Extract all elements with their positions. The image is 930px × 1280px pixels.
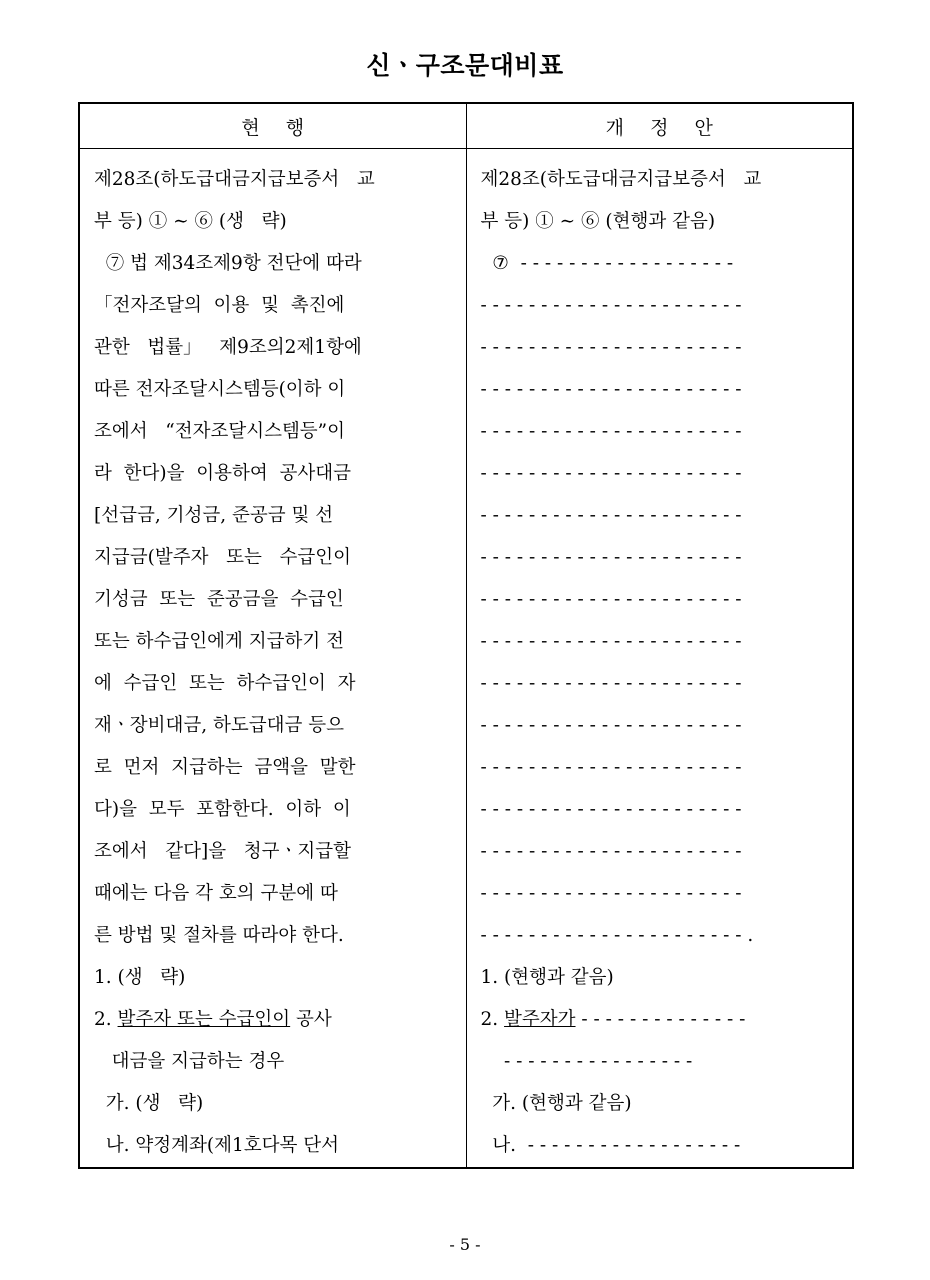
- text-line: 조에서 같다]을 청구ㆍ지급할: [94, 841, 351, 862]
- text-line: 다)을 모두 포함한다. 이하 이: [94, 799, 351, 820]
- text-line: 가. (현행과 같음): [480, 1093, 632, 1114]
- revised-provision-text: [481, 159, 839, 1167]
- page-number: - 5 -: [449, 1235, 481, 1254]
- text-line: - - - - - - - - - - - - - - - - - - - - - -: [480, 337, 742, 358]
- text-line: 제28조(하도급대금지급보증서 교: [480, 169, 762, 190]
- text-line: 2. 발주자가 - - - - - - - - - - - - - -: [480, 1009, 746, 1030]
- comparison-table: [78, 102, 854, 1169]
- text-line: - - - - - - - - - - - - - - - - - - - - - -: [480, 757, 742, 778]
- text-line: 재ㆍ장비대금, 하도급대금 등으: [94, 715, 344, 736]
- text-line: 나. 약정계좌(제1호다목 단서: [94, 1135, 339, 1156]
- text-line: 나. - - - - - - - - - - - - - - - - - -: [480, 1135, 741, 1156]
- underlined-amendment-text: 발주자 또는 수급인이: [117, 1009, 291, 1030]
- text-line: - - - - - - - - - - - - - - - - - - - - - -: [480, 799, 742, 820]
- text-line: ⑦ - - - - - - - - - - - - - - - - - -: [480, 253, 734, 274]
- text-line: - - - - - - - - - - - - - - - - - - - - - -: [480, 463, 742, 484]
- text-line: - - - - - - - - - - - - - - - -: [480, 1051, 693, 1072]
- text-line: 른 방법 및 절차를 따라야 한다.: [94, 925, 344, 946]
- text-line: - - - - - - - - - - - - - - - - - - - - - -: [480, 715, 742, 736]
- text-line: 2. 발주자 또는 수급인이 공사: [94, 1009, 332, 1030]
- text-line: 부 등) ① ∼ ⑥ (생 략): [94, 211, 287, 232]
- text-line: - - - - - - - - - - - - - - - - - - - - - -: [480, 547, 742, 568]
- text-line: - - - - - - - - - - - - - - - - - - - - - -: [480, 589, 742, 610]
- text-line: - - - - - - - - - - - - - - - - - - - - - -: [480, 295, 742, 316]
- text-line: - - - - - - - - - - - - - - - - - - - - - - .: [480, 925, 754, 946]
- text-line: 관한 법률」 제9조의2제1항에: [94, 337, 362, 358]
- text-line: 대금을 지급하는 경우: [94, 1051, 285, 1072]
- cell-revised-text: [466, 149, 853, 1169]
- current-provision-text: [94, 159, 452, 1167]
- text-line: 또는 하수급인에게 지급하기 전: [94, 631, 344, 652]
- table-header-row: [79, 103, 853, 149]
- text-line: - - - - - - - - - - - - - - - - - - - - - -: [480, 673, 742, 694]
- text-line: 조에서 “전자조달시스템등”이: [94, 421, 346, 442]
- text-line: 때에는 다음 각 호의 구분에 따: [94, 883, 338, 904]
- text-line: 기성금 또는 준공금을 수급인: [94, 589, 344, 610]
- text-line: [선급금, 기성금, 준공금 및 선: [94, 505, 334, 526]
- text-line: 1. (생 략): [94, 967, 186, 988]
- text-line: 「전자조달의 이용 및 촉진에: [94, 295, 345, 316]
- underlined-amendment-text: 발주자가: [504, 1009, 576, 1030]
- text-line: 1. (현행과 같음): [480, 967, 614, 988]
- text-line: - - - - - - - - - - - - - - - - - - - - - -: [480, 883, 742, 904]
- text-line: - - - - - - - - - - - - - - - - - - - - - -: [480, 421, 742, 442]
- text-line: 에 수급인 또는 하수급인이 자: [94, 673, 356, 694]
- text-line: 로 먼저 지급하는 금액을 말한: [94, 757, 356, 778]
- column-header-revised: 개 정 안: [466, 103, 853, 149]
- text-line: 부 등) ① ∼ ⑥ (현행과 같음): [480, 211, 716, 232]
- text-line: - - - - - - - - - - - - - - - - - - - - - -: [480, 379, 742, 400]
- text-line: - - - - - - - - - - - - - - - - - - - - - -: [480, 505, 742, 526]
- cell-current-text: [79, 149, 466, 1169]
- text-line: 지급금(발주자 또는 수급인이: [94, 547, 351, 568]
- text-line: 따른 전자조달시스템등(이하 이: [94, 379, 346, 400]
- text-line: - - - - - - - - - - - - - - - - - - - - - -: [480, 631, 742, 652]
- text-line: 라 한다)을 이용하여 공사대금: [94, 463, 351, 484]
- column-header-current: 현 행: [79, 103, 466, 149]
- page-title: 신ㆍ구조문대비표: [366, 51, 564, 80]
- table-body-row: [79, 149, 853, 1169]
- text-line: 가. (생 략): [94, 1093, 204, 1114]
- text-line: - - - - - - - - - - - - - - - - - - - - - -: [480, 841, 742, 862]
- text-line: 제28조(하도급대금지급보증서 교: [94, 169, 375, 190]
- text-line: ⑦ 법 제34조제9항 전단에 따라: [94, 253, 362, 274]
